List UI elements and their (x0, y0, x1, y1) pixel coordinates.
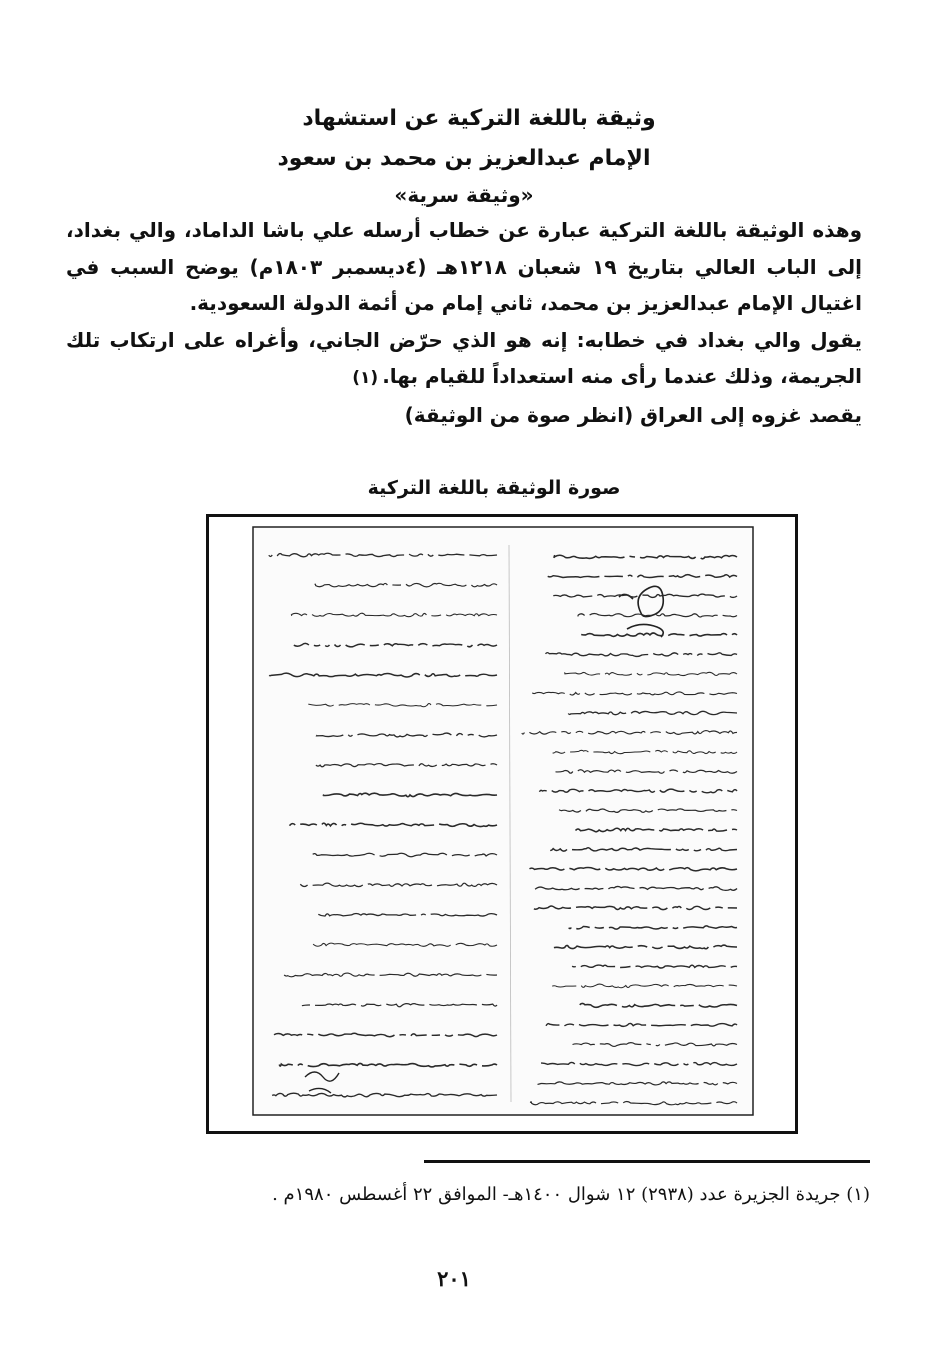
paragraph-2 (66, 322, 862, 397)
footnote-marker: (١) (352, 368, 379, 388)
body-text (66, 212, 862, 433)
page-number: ٢٠١ (437, 1266, 471, 1291)
paragraph-1: وهذه الوثيقة باللغة التركية عبارة عن خطاب أرسله علي باشا الداماد، والي بغداد، إلى الباب العالي بتاريخ ١٩ شعبان ١٢١٨هـ (٤ديسمبر ١٨٠٣م) يوضح السبب في اغتيال الإمام عبدالعزيز بن محمد، ثاني إمام من أئمة الدولة السعودية. (66, 218, 862, 315)
ottoman-manuscript-image (209, 517, 795, 1131)
paragraph-3: يقصد غزوه إلى العراق (انظر صوة من الوثيقة) (404, 402, 862, 427)
title-line-2: الإمام عبدالعزيز بن محمد بن سعود (277, 146, 651, 171)
figure-caption: صورة الوثيقة باللغة التركية (367, 477, 621, 499)
title-line-3: «وثيقة سرية» (394, 183, 534, 207)
footnote: (١) جريدة الجزيرة عدد (٢٩٣٨) ١٢ شوال ١٤٠٠هـ- الموافق ٢٢ أغسطس ١٩٨٠م . (272, 1184, 870, 1205)
footnote-separator (424, 1160, 870, 1163)
paragraph-2-text: يقول والي بغداد في خطابه: إنه هو الذي حرّض الجاني، وأغراه على ارتكاب تلك الجريمة، وذلك عندما رأى منه استعداداً للقيام بها. (66, 327, 862, 388)
document-image-frame (206, 514, 798, 1134)
title-line-1: وثيقة باللغة التركية عن استشهاد (302, 106, 656, 131)
